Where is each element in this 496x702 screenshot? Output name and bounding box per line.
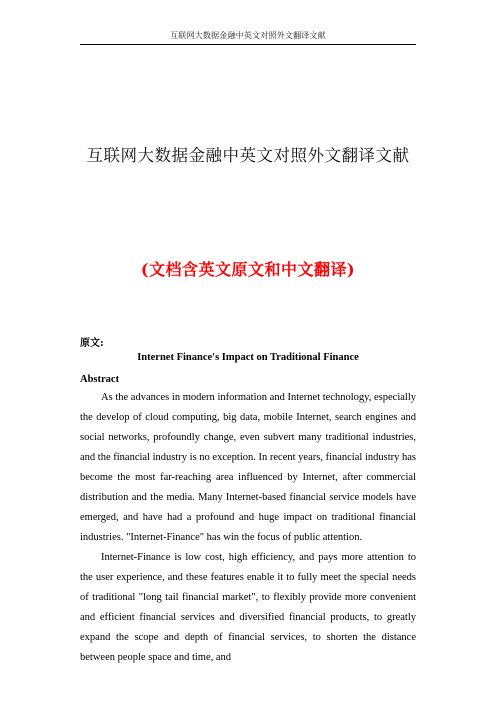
document-subtitle: (文档含英文原文和中文翻译) xyxy=(140,260,356,279)
document-title: 互联网大数据金融中英文对照外文翻译文献 xyxy=(86,146,410,165)
header-divider xyxy=(80,44,416,45)
original-text-label: 原文: xyxy=(80,338,104,349)
body-paragraph: Internet-Finance is low cost, high efficiency, and pays more attention to the user experience, and these features enable it to fully meet the special needs of traditional "long tail financial market", to flexibly provide more convenient and efficient financial services and diversified financial products, to greatly expand the scope and depth of financial services, to shorten the distance between people space and time, and xyxy=(80,552,416,663)
running-header: 互联网大数据金融中英文对照外文翻译文献 xyxy=(170,31,326,40)
paper-title: Internet Finance's Impact on Traditional Finance xyxy=(137,352,359,363)
abstract-heading: Abstract xyxy=(80,374,120,385)
body-paragraph: As the advances in modern information and Internet technology, especially the develop of cloud computing, big data, mobile Internet, search engines and social networks, profoundly change, even subvert many traditional industries, and the financial industry is no exception. In recent years, financial industry has become the most far-reaching area influenced by Internet, after commercial distribution and the media. Many Internet-based financial service models have emerged, and have had a profound and huge impact on traditional financial industries. "Internet-Finance" has win the focus of public attention. xyxy=(80,392,416,543)
